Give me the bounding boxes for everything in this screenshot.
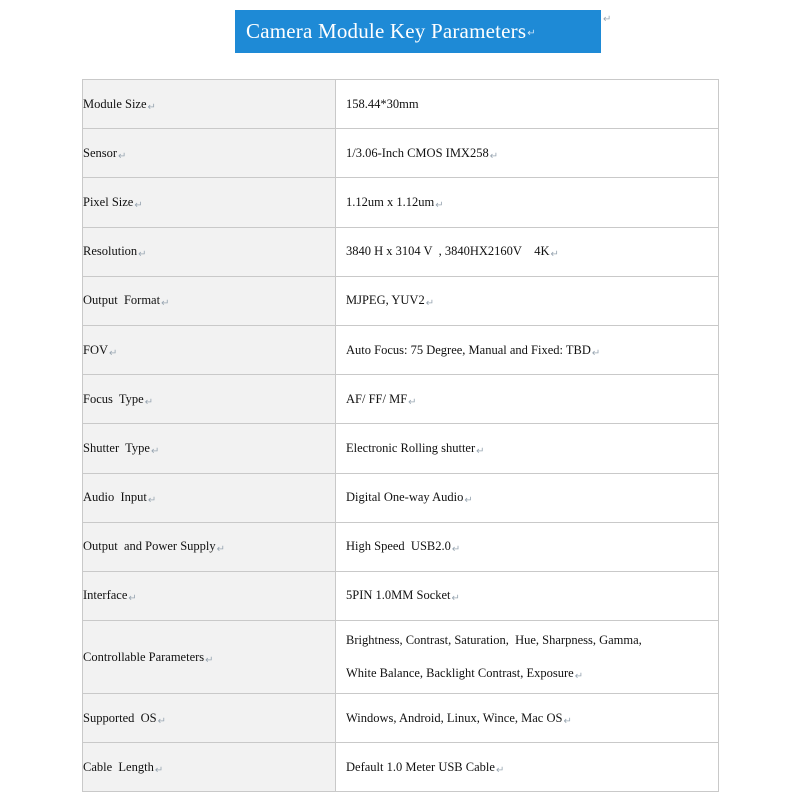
page-title: Camera Module Key Parameters: [246, 19, 527, 43]
row-label-fov: [83, 325, 336, 374]
paragraph-mark-icon: ↵: [476, 445, 485, 457]
row-value-pixel-size: [336, 178, 719, 227]
paragraph-mark-icon: ↵: [216, 544, 226, 556]
row-label: Controllable Parameters: [83, 649, 205, 664]
row-label: Module Size: [83, 96, 147, 111]
row-label-module-size: [83, 80, 336, 129]
paragraph-mark-icon: ↵: [527, 28, 536, 39]
row-value: Default 1.0 Meter USB Cable: [346, 759, 495, 774]
row-label-focus-type: [83, 375, 336, 424]
row-value: Brightness, Contrast, Saturation, Hue, Sharpness, Gamma,: [346, 632, 642, 647]
paragraph-mark-icon: ↵: [154, 764, 164, 776]
paragraph-mark-icon: ↵: [563, 715, 572, 727]
row-value: Digital One-way Audio: [346, 490, 464, 505]
row-value-audio-input: [336, 473, 719, 522]
row-value-line: [346, 624, 718, 657]
row-label-sensor: [83, 129, 336, 178]
row-value: Auto Focus: 75 Degree, Manual and Fixed: TBD: [346, 342, 591, 357]
table-row: [83, 424, 719, 473]
row-label-interface: [83, 571, 336, 620]
table-row: [83, 276, 719, 325]
paragraph-mark-icon: ↵: [591, 347, 601, 359]
table-row: [83, 571, 719, 620]
row-value: Electronic Rolling shutter: [346, 440, 476, 455]
row-value: 3840 H x 3104 V , 3840HX2160V 4K: [346, 244, 550, 259]
row-value: High Speed USB2.0: [346, 539, 451, 554]
row-value-module-size: [336, 80, 719, 129]
table-row: [83, 522, 719, 571]
table-row: [83, 227, 719, 276]
paragraph-mark-icon: ↵: [451, 544, 461, 556]
row-label-pixel-size: [83, 178, 336, 227]
row-value-shutter-type: [336, 424, 719, 473]
parameters-table: [82, 79, 719, 792]
paragraph-mark-icon: ↵: [495, 764, 505, 776]
table-row: [83, 80, 719, 129]
row-label: Pixel Size: [83, 194, 134, 209]
table-row: [83, 473, 719, 522]
row-label: Output and Power Supply: [83, 539, 216, 554]
paragraph-mark-icon: ↵: [147, 495, 157, 507]
row-value-cable-length: [336, 743, 719, 792]
paragraph-mark-icon: ↵: [464, 495, 473, 507]
paragraph-mark-icon: ↵: [109, 347, 118, 359]
row-label-shutter-type: [83, 424, 336, 473]
row-value: 5PIN 1.0MM Socket: [346, 588, 451, 603]
row-value-output-power-supply: [336, 522, 719, 571]
paragraph-mark-icon: ↵: [161, 298, 170, 310]
row-value-interface: [336, 571, 719, 620]
paragraph-mark-icon: ↵: [408, 396, 417, 408]
row-value: AF/ FF/ MF: [346, 391, 408, 406]
paragraph-mark-icon: ↵: [134, 199, 143, 211]
row-value: 158.44*30mm: [346, 96, 419, 111]
row-value: 1.12um x 1.12um: [346, 194, 435, 209]
paragraph-mark-icon: ↵: [489, 150, 499, 162]
row-value: MJPEG, YUV2: [346, 293, 425, 308]
paragraph-mark-icon: ↵: [574, 670, 584, 682]
table-row: [83, 129, 719, 178]
table-row: [83, 375, 719, 424]
title-banner: [235, 10, 601, 53]
paragraph-mark-icon: ↵: [550, 249, 559, 261]
paragraph-mark-icon: ↵: [150, 445, 160, 457]
row-value: 1/3.06-Inch CMOS IMX258: [346, 145, 489, 160]
row-label: Sensor: [83, 145, 118, 160]
row-label-supported-os: [83, 694, 336, 743]
row-label: Resolution: [83, 244, 138, 259]
row-label-output-format: [83, 276, 336, 325]
paragraph-mark-icon: ↵: [157, 715, 167, 727]
row-label: Output Format: [83, 293, 161, 308]
table-row: [83, 325, 719, 374]
paragraph-mark-icon: ↵: [147, 101, 156, 113]
table-row: [83, 178, 719, 227]
row-label-resolution: [83, 227, 336, 276]
row-label: Shutter Type: [83, 440, 150, 455]
row-label-output-power-supply: [83, 522, 336, 571]
table-row: [83, 743, 719, 792]
paragraph-mark-icon: ↵: [128, 593, 137, 605]
row-label-controllable-parameters: [83, 621, 336, 694]
row-label: FOV: [83, 342, 109, 357]
row-value-resolution: [336, 227, 719, 276]
paragraph-mark-icon: ↵: [138, 249, 147, 261]
paragraph-mark-icon: ↵: [205, 654, 214, 666]
row-value-sensor: [336, 129, 719, 178]
row-value-controllable-parameters: [336, 621, 719, 694]
row-value-focus-type: [336, 375, 719, 424]
paragraph-mark-icon: ↵: [435, 199, 444, 211]
row-value-supported-os: [336, 694, 719, 743]
row-value: Windows, Android, Linux, Wince, Mac OS: [346, 710, 563, 725]
row-label: Supported OS: [83, 710, 157, 725]
row-label: Focus Type: [83, 391, 144, 406]
row-label-cable-length: [83, 743, 336, 792]
paragraph-mark-icon: ↵: [118, 150, 127, 162]
row-value-line: [346, 657, 718, 691]
row-value-fov: [336, 325, 719, 374]
table-row: [83, 621, 719, 694]
row-value: White Balance, Backlight Contrast, Exposure: [346, 665, 574, 680]
paragraph-mark-icon: ↵: [425, 298, 435, 310]
table-row: [83, 694, 719, 743]
row-label: Cable Length: [83, 759, 154, 774]
paragraph-mark-icon: ↵: [144, 396, 154, 408]
row-value-output-format: [336, 276, 719, 325]
paragraph-mark-icon: ↵: [603, 14, 612, 25]
paragraph-mark-icon: ↵: [451, 593, 460, 605]
row-label-audio-input: [83, 473, 336, 522]
row-label: Audio Input: [83, 490, 147, 505]
row-label: Interface: [83, 588, 128, 603]
